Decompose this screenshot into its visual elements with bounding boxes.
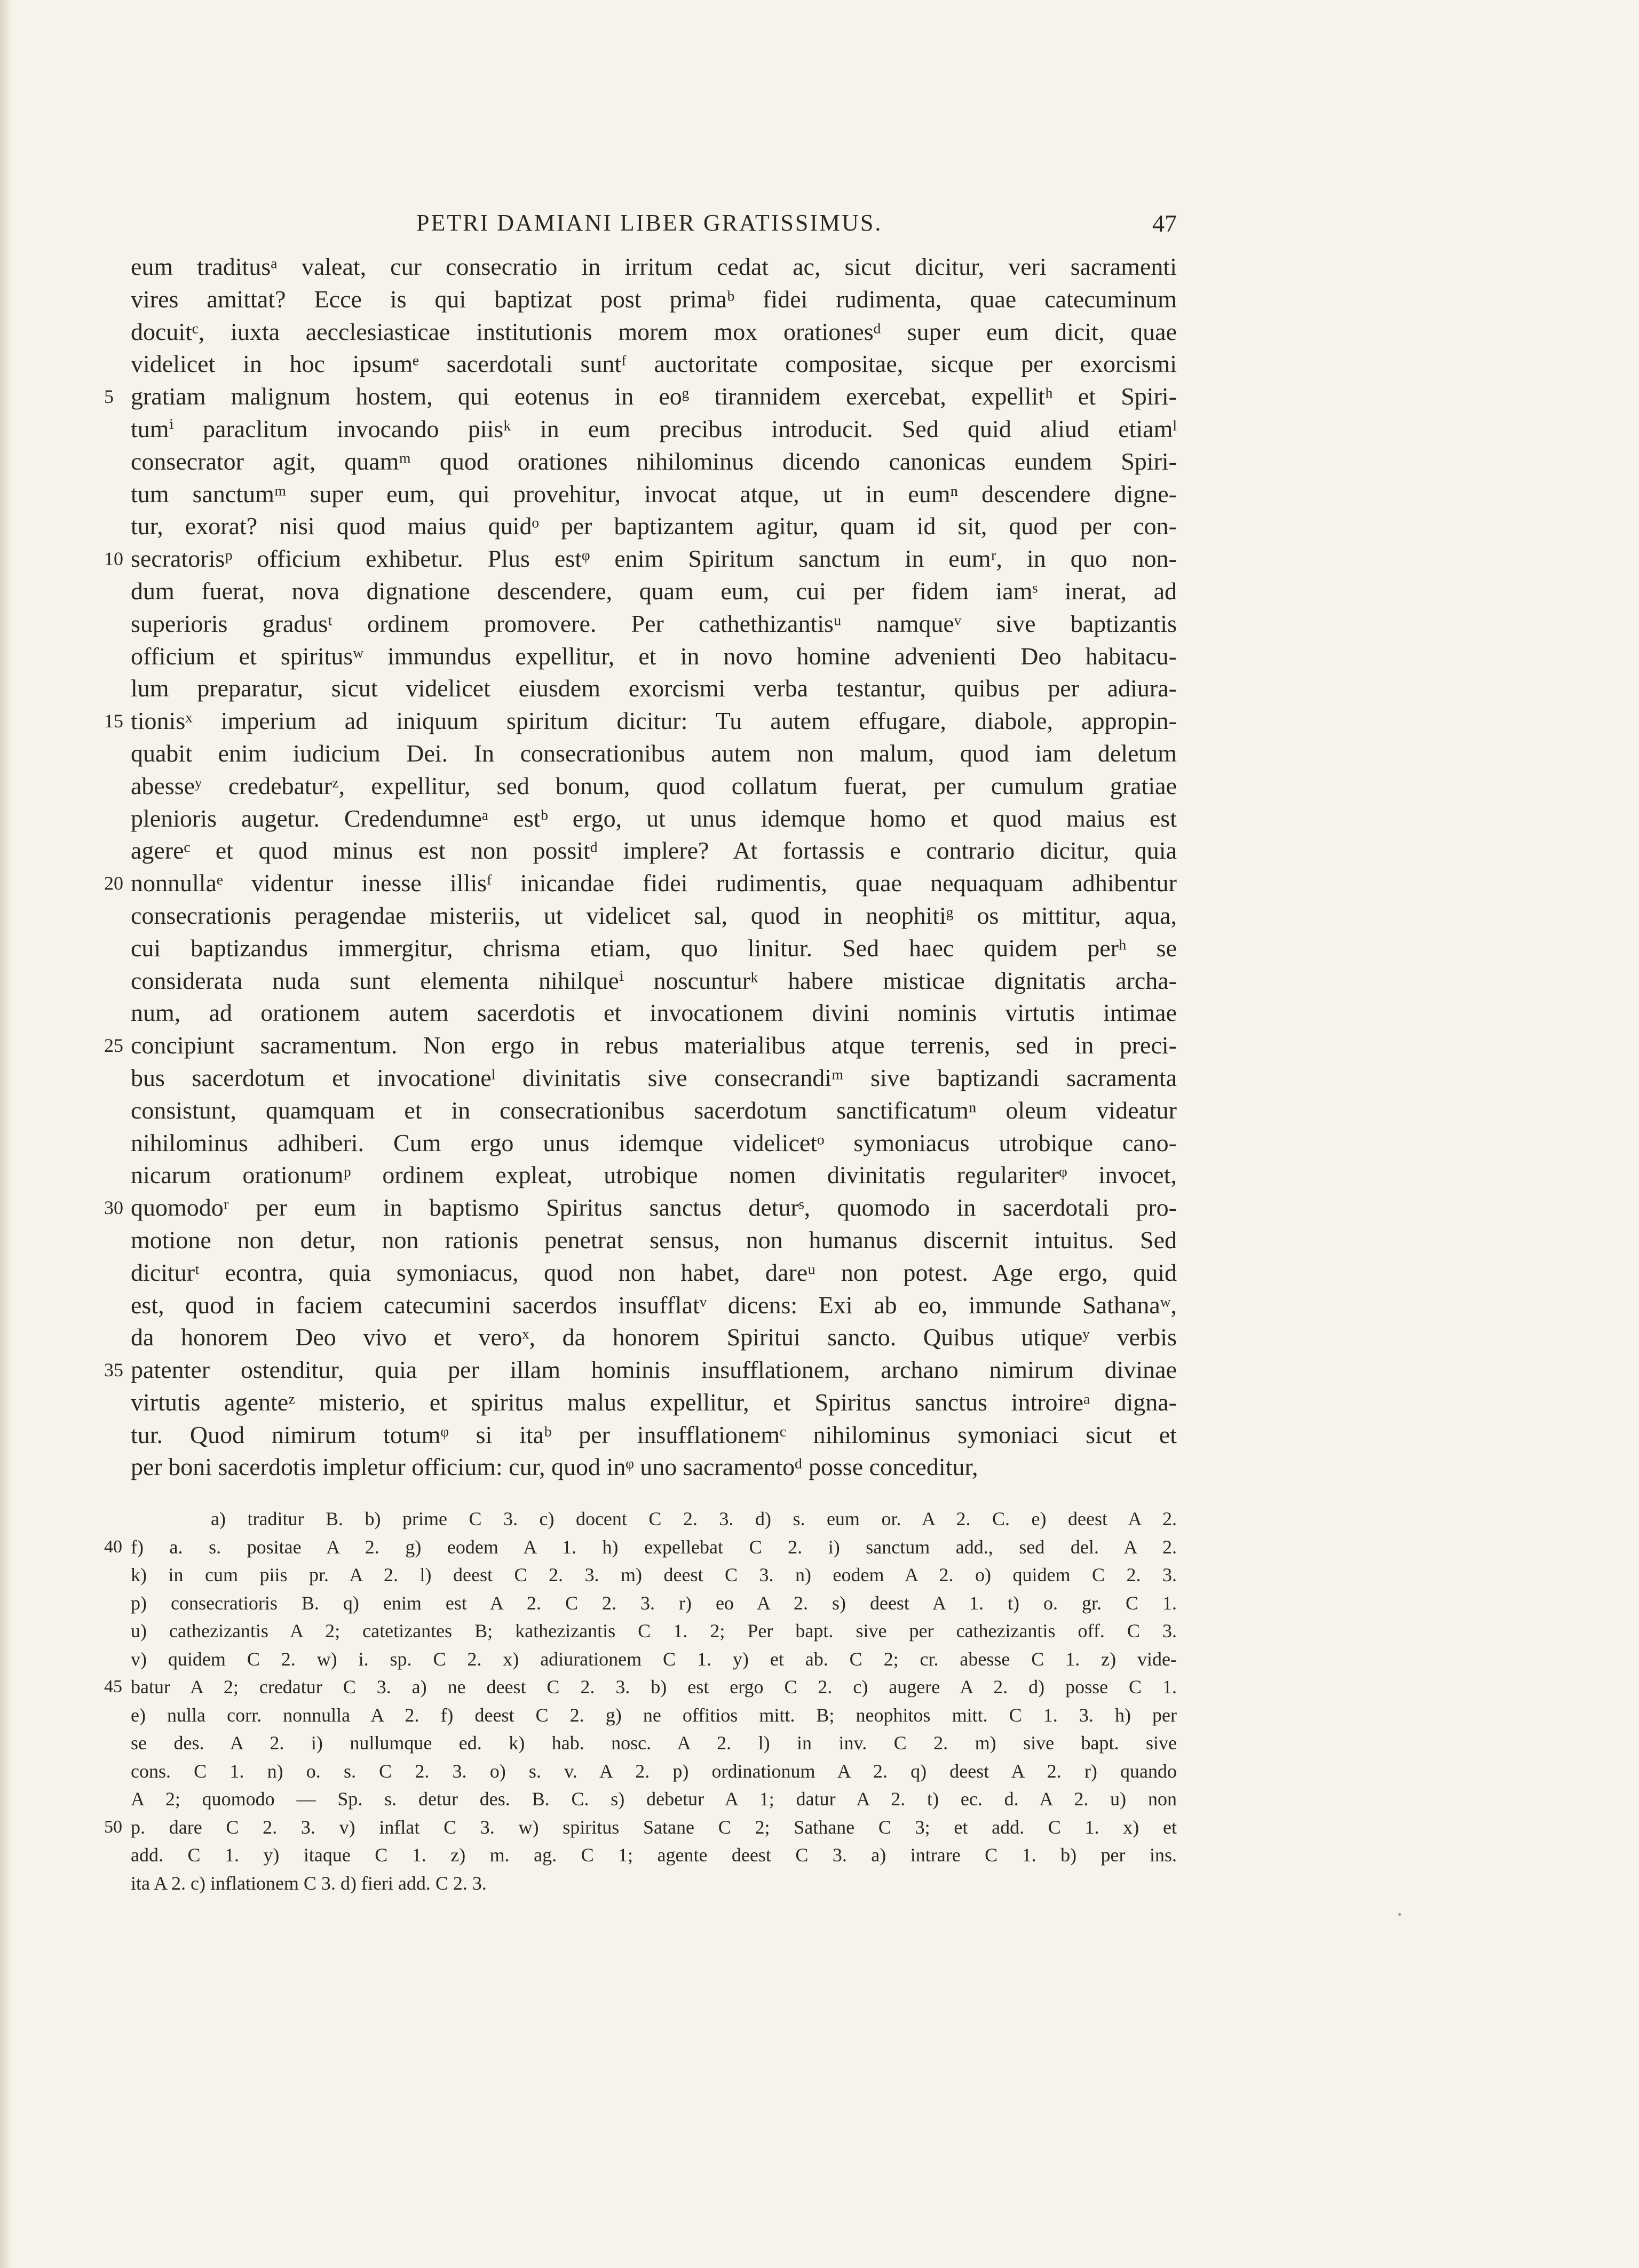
- line-text: nonnullaᵉ videntur inesse illisᶠ inicandae fidei rudimentis, quae nequaquam adhibentur: [131, 869, 1177, 897]
- line-text: quomodoʳ per eum in baptismo Spiritus sanctus deturˢ, quomodo in sacerdotali pro-: [131, 1194, 1177, 1222]
- footnote-text: A 2; quomodo — Sp. s. detur des. B. C. s) debetur A 1; datur A 2. t) ec. d. A 2. u) non: [131, 1788, 1177, 1810]
- line-text: vires amittat? Ecce is qui baptizat post primaᵇ fidei rudimenta, quae catecuminum: [131, 285, 1177, 313]
- text-line: [131, 1419, 1177, 1452]
- line-text: num, ad orationem autem sacerdotis et invocationem divini nominis virtutis intimae: [131, 999, 1177, 1027]
- line-text: videlicet in hoc ipsumᵉ sacerdotali suntᶠ auctoritate compositae, sicque per exorcismi: [131, 350, 1177, 378]
- line-text: tionisˣ imperium ad iniquum spiritum dicitur: Tu autem effugare, diabole, appropin-: [131, 707, 1177, 735]
- line-text: est, quod in faciem catecumini sacerdos insufflatᵛ dicens: Exi ab eo, immunde Sathanaʷ,: [131, 1291, 1177, 1319]
- footnote-line: [131, 1645, 1177, 1674]
- line-text: plenioris augetur. Credendumneᵃ estᵇ ergo, ut unus idemque homo et quod maius est: [131, 804, 1177, 832]
- line-number: 20: [104, 873, 123, 894]
- line-text: officium et spiritusʷ immundus expellitur, et in novo homine advenienti Deo habitacu-: [131, 642, 1177, 670]
- paper-speck: [1398, 1913, 1401, 1916]
- line-text: dum fuerat, nova dignatione descendere, quam eum, cui per fidem iamˢ inerat, ad: [131, 577, 1177, 605]
- text-line: [104, 1354, 1177, 1386]
- text-line: [104, 380, 1177, 413]
- footnote-line: [131, 1701, 1177, 1730]
- text-line: [131, 803, 1177, 835]
- line-text: considerata nuda sunt elementa nihilqueⁱ noscunturᵏ habere misticae dignitatis archa-: [131, 966, 1177, 994]
- text-line: [104, 543, 1177, 575]
- footnote-line: [131, 1589, 1177, 1617]
- page-header: [131, 209, 1177, 247]
- text-line: [104, 705, 1177, 738]
- text-line: [131, 446, 1177, 478]
- line-text: agereᶜ et quod minus est non possitᵈ implere? At fortassis e contrario dicitur, quia: [131, 837, 1177, 865]
- running-title: PETRI DAMIANI LIBER GRATISSIMUS.: [416, 210, 883, 236]
- footnote-text: e) nulla corr. nonnulla A 2. f) deest C 2. g) ne offitios mitt. B; neophitos mitt. C 1. 3. h) per: [131, 1704, 1177, 1726]
- text-line: [131, 283, 1177, 316]
- line-text: tum sanctumᵐ super eum, qui provehitur, invocat atque, ut in eumⁿ descendere digne-: [131, 480, 1177, 507]
- line-number: 45: [104, 1677, 122, 1696]
- text-line: [131, 316, 1177, 348]
- footnote-text: p) consecratioris B. q) enim est A 2. C 2. 3. r) eo A 2. s) deest A 1. t) o. gr. C 1.: [131, 1592, 1177, 1614]
- text-line: [131, 1386, 1177, 1419]
- footnote-text: v) quidem C 2. w) i. sp. C 2. x) adiurationem C 1. y) et ab. C 2; cr. abesse C 1. z) vide-: [131, 1648, 1177, 1670]
- text-line: [131, 640, 1177, 673]
- text-line: [104, 1192, 1177, 1224]
- line-text: abesseʸ credebaturᶻ, expellitur, sed bonum, quod collatum fuerat, per cumulum gratiae: [131, 772, 1177, 799]
- text-line: [131, 1289, 1177, 1322]
- line-text: gratiam malignum hostem, qui eotenus in eoᵍ tirannidem exercebat, expellitʰ et Spiri-: [131, 383, 1177, 410]
- line-text: consecrator agit, quamᵐ quod orationes nihilominus dicendo canonicas eundem Spiri-: [131, 447, 1177, 475]
- line-text: quabit enim iudicium Dei. In consecrationibus autem non malum, quod iam deletum: [131, 739, 1177, 767]
- line-text: per boni sacerdotis impletur officium: cur, quod inᵠ uno sacramentoᵈ posse conceditur,: [131, 1453, 978, 1481]
- text-line: [131, 510, 1177, 543]
- footnote-text: ita A 2. c) inflationem C 3. d) fieri add. C 2. 3.: [131, 1872, 487, 1894]
- line-text: motione non detur, non rationis penetrat sensus, non humanus discernit intuitus. Sed: [131, 1226, 1177, 1254]
- line-text: nicarum orationumᵖ ordinem expleat, utrobique nomen divinitatis regulariterᵠ invocet,: [131, 1161, 1177, 1189]
- text-line: [131, 1451, 1177, 1484]
- line-text: patenter ostenditur, quia per illam hominis insufflationem, archano nimirum divinae: [131, 1356, 1177, 1384]
- line-text: tumⁱ paraclitum invocando piisᵏ in eum precibus introducit. Sed quid aliud etiamˡ: [131, 415, 1177, 442]
- line-text: da honorem Deo vivo et veroˣ, da honorem Spiritui sancto. Quibus utiqueʸ verbis: [131, 1323, 1177, 1351]
- text-line: [131, 1224, 1177, 1257]
- footnote-text: a) traditur B. b) prime C 3. c) docent C 2. 3. d) s. eum or. A 2. C. e) deest A 2.: [211, 1508, 1177, 1529]
- text-line: [131, 932, 1177, 965]
- text-line: [131, 770, 1177, 803]
- footnote-line: [104, 1813, 1177, 1842]
- text-line: [131, 251, 1177, 283]
- footnote-line: [131, 1617, 1177, 1645]
- text-line: [131, 348, 1177, 380]
- text-line: [131, 1257, 1177, 1289]
- footnote-text: cons. C 1. n) o. s. C 2. 3. o) s. v. A 2. p) ordinationum A 2. q) deest A 2. r) quando: [131, 1760, 1177, 1782]
- footnote-line: [104, 1533, 1177, 1561]
- text-line: [131, 478, 1177, 511]
- footnote-line: [131, 1869, 1177, 1898]
- footnote-line: [131, 1505, 1177, 1533]
- text-line: [131, 1321, 1177, 1354]
- line-text: lum preparatur, sicut videlicet eiusdem exorcismi verba testantur, quibus per adiura-: [131, 675, 1177, 702]
- line-text: superioris gradusᵗ ordinem promovere. Per cathethizantisᵘ namqueᵛ sive baptizantis: [131, 609, 1177, 637]
- line-text: diciturᵗ econtra, quia symoniacus, quod non habet, dareᵘ non potest. Age ergo, quid: [131, 1258, 1177, 1286]
- line-number: 40: [104, 1536, 122, 1557]
- line-number: 35: [104, 1359, 123, 1381]
- footnote-line: [131, 1841, 1177, 1869]
- footnote-text: f) a. s. positae A 2. g) eodem A 1. h) expellebat C 2. i) sanctum add., sed del. A 2.: [131, 1536, 1177, 1558]
- line-text: cui baptizandus immergitur, chrisma etiam, quo linitur. Sed haec quidem perʰ se: [131, 934, 1177, 962]
- text-line: [131, 1159, 1177, 1192]
- text-line: [104, 1029, 1177, 1062]
- text-line: [131, 575, 1177, 608]
- text-line: [131, 672, 1177, 705]
- footnote-line: [131, 1785, 1177, 1813]
- text-line: [131, 413, 1177, 446]
- footnote-text: u) cathezizantis A 2; catetizantes B; kathezizantis C 1. 2; Per bapt. sive per cathezizantis off. C 3.: [131, 1620, 1177, 1641]
- footnote-line: [131, 1757, 1177, 1786]
- line-number: 50: [104, 1817, 122, 1837]
- text-line: [131, 965, 1177, 997]
- text-line: [104, 867, 1177, 900]
- line-text: docuitᶜ, iuxta aecclesiasticae institutionis morem mox orationesᵈ super eum dicit, quae: [131, 318, 1177, 345]
- main-text-block: [104, 251, 1177, 1484]
- line-text: concipiunt sacramentum. Non ergo in rebus materialibus atque terrenis, sed in preci-: [131, 1032, 1177, 1059]
- page-edge-shadow: [0, 0, 12, 2268]
- text-line: [131, 1095, 1177, 1127]
- line-text: tur. Quod nimirum totumᵠ si itaᵇ per insufflationemᶜ nihilominus symoniaci sicut et: [131, 1421, 1177, 1448]
- line-text: eum traditusᵃ valeat, cur consecratio in irritum cedat ac, sicut dicitur, veri sacramenti: [131, 253, 1177, 280]
- text-line: [131, 738, 1177, 770]
- footnotes-block: [104, 1505, 1177, 1897]
- line-number: 10: [104, 548, 123, 570]
- footnote-text: se des. A 2. i) nullumque ed. k) hab. nosc. A 2. l) in inv. C 2. m) sive bapt. sive: [131, 1732, 1177, 1754]
- line-number: 5: [104, 386, 114, 408]
- text-line: [131, 835, 1177, 867]
- line-text: nihilominus adhiberi. Cum ergo unus idemque videlicetᵒ symoniacus utrobique cano-: [131, 1129, 1177, 1156]
- footnote-line: [131, 1561, 1177, 1589]
- line-text: consistunt, quamquam et in consecrationibus sacerdotum sanctificatumⁿ oleum videatur: [131, 1096, 1177, 1124]
- line-number: 30: [104, 1197, 123, 1219]
- text-line: [131, 997, 1177, 1029]
- line-number: 25: [104, 1035, 123, 1057]
- footnote-line: [131, 1729, 1177, 1757]
- footnote-text: batur A 2; credatur C 3. a) ne deest C 2. 3. b) est ergo C 2. c) augere A 2. d) posse C 1.: [131, 1676, 1177, 1698]
- footnote-text: p. dare C 2. 3. v) inflat C 3. w) spiritus Satane C 2; Sathane C 3; et add. C 1. x) et: [131, 1816, 1177, 1838]
- footnote-text: k) in cum piis pr. A 2. l) deest C 2. 3. m) deest C 3. n) eodem A 2. o) quidem C 2. 3.: [131, 1564, 1177, 1585]
- text-line: [131, 1127, 1177, 1160]
- text-line: [131, 608, 1177, 640]
- page-number: 47: [1152, 210, 1177, 237]
- line-text: tur, exorat? nisi quod maius quidᵒ per baptizantem agitur, quam id sit, quod per con-: [131, 512, 1177, 540]
- text-line: [131, 1062, 1177, 1095]
- line-text: consecrationis peragendae misteriis, ut videlicet sal, quod in neophitiᵍ os mittitur, aqua,: [131, 901, 1177, 929]
- line-text: secratorisᵖ officium exhibetur. Plus estᵠ enim Spiritum sanctum in eumʳ, in quo non-: [131, 545, 1177, 573]
- line-text: bus sacerdotum et invocationeˡ divinitatis sive consecrandiᵐ sive baptizandi sacramenta: [131, 1064, 1177, 1091]
- line-text: virtutis agenteᶻ misterio, et spiritus malus expellitur, et Spiritus sanctus introireᵃ digna-: [131, 1388, 1177, 1416]
- footnote-text: add. C 1. y) itaque C 1. z) m. ag. C 1; agente deest C 3. a) intrare C 1. b) per ins.: [131, 1844, 1177, 1866]
- line-number: 15: [104, 710, 123, 732]
- footnote-line: [104, 1673, 1177, 1701]
- text-line: [131, 900, 1177, 932]
